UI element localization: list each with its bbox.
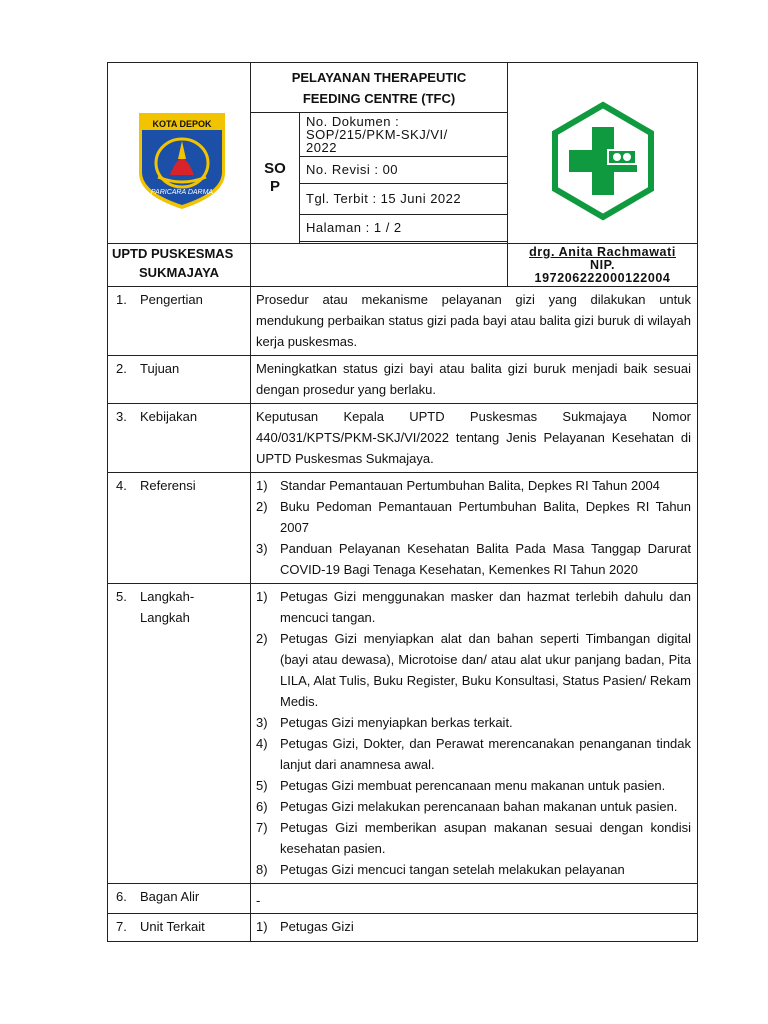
list-item-text: Petugas Gizi memberikan asupan makanan sesuai dengan kondisi kesehatan pasien. [280,820,692,856]
list-item [256,859,691,880]
doc-number-value-2: 2022 [306,140,337,155]
puskesmas-logo-cell [508,63,698,244]
title-line-1: PELAYANAN THERAPEUTIC [291,70,467,85]
doc-number-label: No. Dokumen : [306,114,400,129]
section-title: Langkah-Langkah [140,589,195,625]
list-item-number: 1) [256,589,268,604]
list-item [256,733,691,775]
list-item-text: Standar Pemantauan Pertumbuhan Balita, Depkes RI Tahun 2004 [280,478,660,493]
langkah-list [256,586,691,880]
section-label-bagan-alir [108,884,251,914]
section-number: 2. [116,361,127,376]
list-item-text: Petugas Gizi melakukan perencanaan bahan makanan untuk pasien. [280,799,678,814]
section-title: Referensi [140,478,196,493]
list-item-number: 2) [256,499,268,514]
empty-cell [251,244,508,287]
section-content-referensi [251,473,698,584]
list-item [256,475,691,496]
section-content-tujuan: Meningkatkan status gizi bayi atau balita gizi buruk menjadi baik sesuai dengan prosedur yang berlaku. [251,356,698,404]
section-title: Unit Terkait [140,919,205,934]
kota-depok-emblem-icon [108,63,251,235]
unit-terkait-list [256,916,691,937]
list-item-text: Panduan Pelayanan Kesehatan Balita Pada Masa Tanggap Darurat COVID-19 Bagi Tenaga Kesehatan, Kemenkes RI Tahun 2020 [280,541,692,577]
list-item-number: 5) [256,778,268,793]
section-title: Tujuan [140,361,180,376]
section-number: 3. [116,409,127,424]
list-item-text: Petugas Gizi menyiapkan alat dan bahan seperti Timbangan digital (bayi atau dewasa), Microtoise dan/ atau alat ukur panjang badan, Pita LILA, Alat Tulis, Buku Register, Buku Konsultasi, Status Pasien/ Rekam Medis. [280,631,692,709]
list-item-number: 7) [256,820,268,835]
sop-table [107,62,698,942]
section-label-unit-terkait [108,914,251,942]
puskesmas-logo-icon [508,63,698,235]
section-label-kebijakan [108,404,251,473]
emblem-text-bottom: PARICARA DARMA [150,189,214,196]
section-number: 6. [116,889,127,904]
list-item-number: 8) [256,862,268,877]
list-item [256,496,691,538]
list-item [256,538,691,580]
section-title: Pengertian [140,292,203,307]
section-number: 7. [116,919,127,934]
list-item [256,916,691,937]
sop-label-line-1: SO [264,160,286,177]
section-content-bagan-alir: - [251,884,698,914]
list-item-number: 4) [256,736,268,751]
section-title: Kebijakan [140,409,198,424]
list-item [256,712,691,733]
title-line-2: FEEDING CENTRE (TFC) [302,91,456,106]
section-number: 5. [116,589,127,604]
section-number: 4. [116,478,127,493]
kota-depok-logo-cell [108,63,251,244]
list-item [256,796,691,817]
section-label-pengertian [108,287,251,356]
signer-name: drg. Anita Rachmawati [529,245,676,259]
list-item-text: Petugas Gizi membuat perencanaan menu makanan untuk pasien. [280,778,666,793]
emblem-text-top: KOTA DEPOK [152,119,212,129]
list-item [256,817,691,859]
section-label-referensi [108,473,251,584]
list-item [256,775,691,796]
section-content-pengertian: Prosedur atau mekanisme pelayanan gizi yang dilakukan untuk mendukung perbaikan status gizi pada bayi atau balita gizi buruk di wilayah kerja puskesmas. [251,287,698,356]
referensi-list [256,475,691,580]
list-item-number: 3) [256,715,268,730]
organization-name [108,244,251,287]
org-line-1: UPTD PUSKESMAS [112,246,234,261]
list-item [256,628,691,712]
list-item-text: Buku Pedoman Pemantauan Pertumbuhan Balita, Depkes RI Tahun 2007 [280,499,692,535]
section-content-kebijakan: Keputusan Kepala UPTD Puskesmas Sukmajaya Nomor 440/031/KPTS/PKM-SKJ/VI/2022 tentang Jenis Pelayanan Kesehatan di UPTD Puskesmas Sukmajaya. [251,404,698,473]
signer-block [508,244,698,287]
list-item-text: Petugas Gizi menyiapkan berkas terkait. [280,715,513,730]
doc-number-value-1: SOP/215/PKM-SKJ/VI/ [306,127,448,142]
issue-date: Tgl. Terbit : 15 Juni 2022 [300,184,508,215]
list-item-number: 3) [256,541,268,556]
signer-nip-label: NIP. [589,258,616,272]
sop-document [107,62,697,942]
list-item-number: 6) [256,799,268,814]
sop-label [251,113,300,244]
doc-number [300,113,508,157]
sop-label-line-2: P [269,178,280,195]
list-item-number: 1) [256,478,268,493]
section-label-langkah [108,584,251,884]
section-label-tujuan [108,356,251,404]
page-number: Halaman : 1 / 2 [300,215,508,242]
org-line-2: SUKMAJAYA [139,265,219,280]
signer-nip: 197206222000122004 [534,271,671,285]
list-item-number: 2) [256,631,268,646]
list-item-text: Petugas Gizi, Dokter, dan Perawat merencanakan penanganan tindak lanjut dari anamnesa awal. [280,736,692,772]
list-item-number: 1) [256,919,268,934]
list-item-text: Petugas Gizi menggunakan masker dan hazmat terlebih dahulu dan mencuci tangan. [280,589,692,625]
list-item-text: Petugas Gizi [280,919,354,934]
document-title [251,63,508,113]
revision-number: No. Revisi : 00 [300,157,508,184]
list-item-text: Petugas Gizi mencuci tangan setelah melakukan pelayanan [280,862,625,877]
section-content-unit-terkait [251,914,698,942]
section-content-langkah [251,584,698,884]
section-title: Bagan Alir [140,889,200,904]
section-number: 1. [116,292,127,307]
list-item [256,586,691,628]
